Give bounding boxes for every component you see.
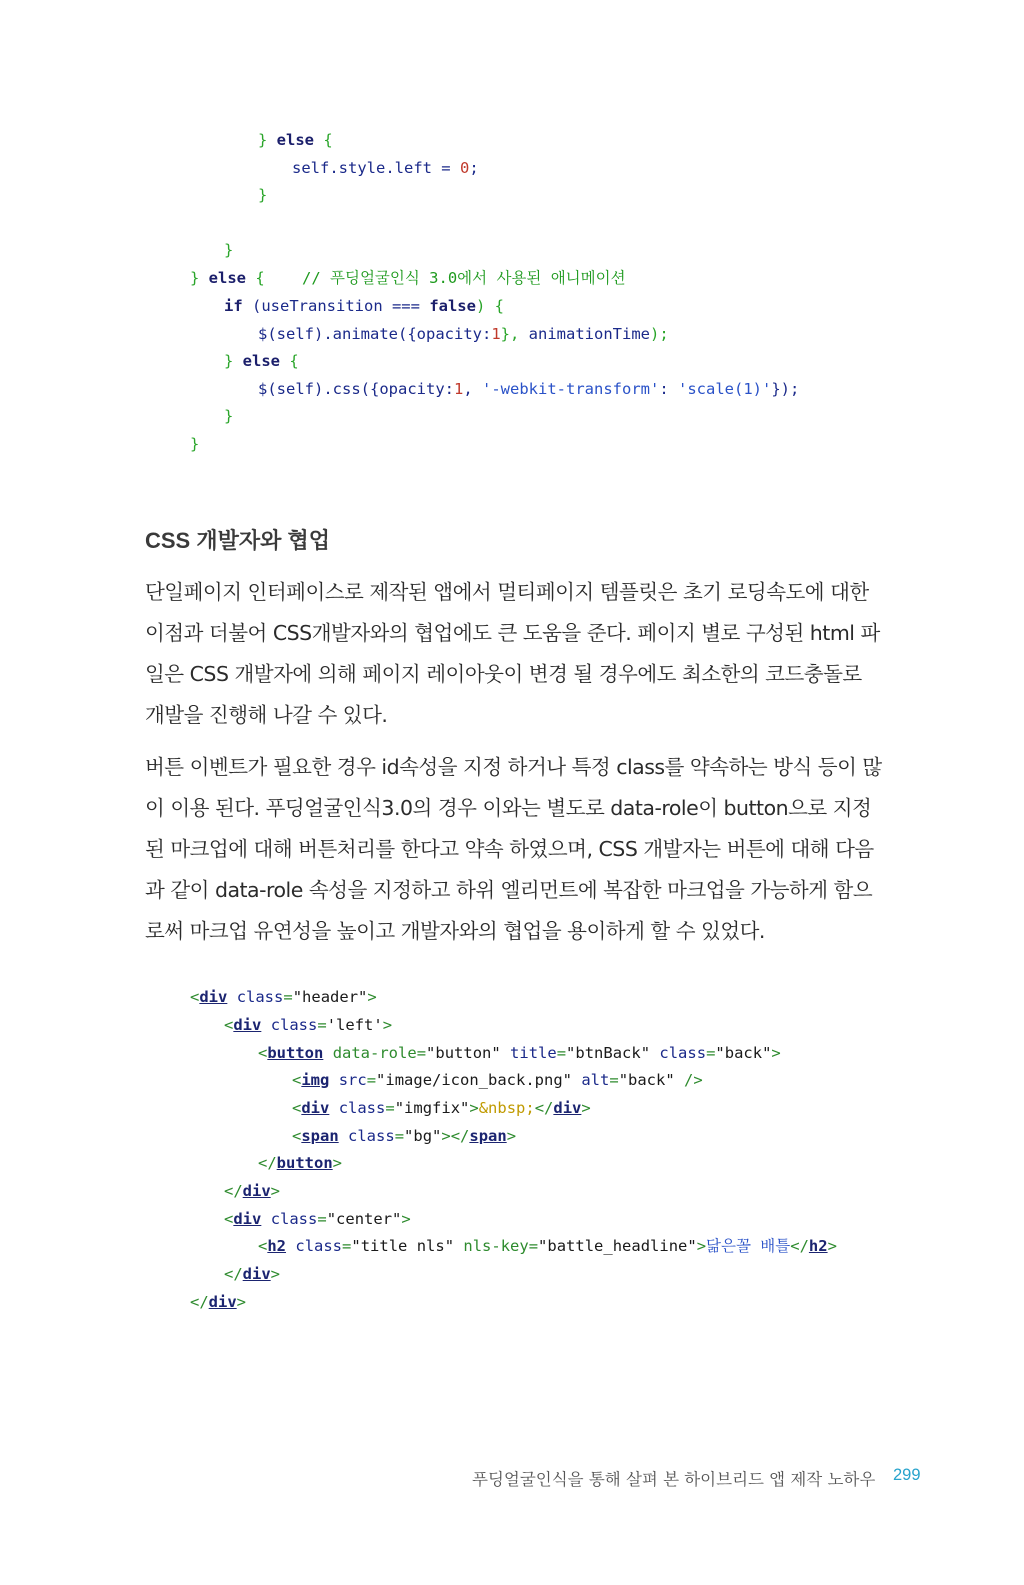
code-value: "center" [326, 1210, 402, 1228]
code-token: > [270, 1265, 281, 1283]
code-attribute: class [270, 1210, 318, 1228]
code-token: self [276, 325, 314, 343]
code-value: "image/icon_back.png" [376, 1071, 572, 1089]
code-token: (useTransition === [242, 297, 430, 315]
code-token: > [827, 1237, 837, 1255]
code-tag: button [267, 1044, 324, 1062]
code-token: = [528, 1237, 539, 1255]
code-line: } [224, 407, 234, 425]
code-number: 1 [491, 325, 501, 343]
code-line: } [190, 435, 200, 453]
code-token: = [317, 1016, 327, 1034]
code-token [454, 1237, 463, 1255]
code-value: "back" [715, 1044, 772, 1062]
code-value: "title nls" [351, 1237, 455, 1255]
code-keyword: else [242, 352, 280, 370]
code-token: > [771, 1044, 781, 1062]
code-line [224, 292, 504, 320]
code-value: "battle_headline" [538, 1237, 697, 1255]
code-token: { [246, 269, 302, 287]
code-token: opacity [379, 380, 445, 398]
code-line [190, 1288, 246, 1316]
code-token: > [270, 1182, 281, 1200]
code-token: = [385, 1099, 395, 1117]
code-token [339, 1127, 348, 1145]
code-token: > [382, 1016, 393, 1034]
code-token: </ [534, 1099, 554, 1117]
code-line [190, 983, 377, 1011]
code-token: </ [258, 1154, 277, 1172]
code-token: , [463, 380, 483, 398]
code-token: : [444, 380, 454, 398]
code-tag: img [301, 1071, 330, 1089]
code-token: > [696, 1237, 707, 1255]
code-line [224, 1177, 280, 1205]
code-tag: div [199, 988, 228, 1006]
code-token: /> [674, 1071, 703, 1089]
paragraph-line: 과 같이 data-role 속성을 지정하고 하위 엘리먼트에 복잡한 마크업을 가능하게 함으 [145, 878, 873, 902]
code-token: < [258, 1044, 268, 1062]
code-value: 'left' [326, 1016, 383, 1034]
code-keyword: else [208, 269, 246, 287]
code-line [258, 1039, 781, 1067]
code-line [190, 264, 626, 292]
code-tag: span [469, 1127, 507, 1145]
code-token: ); [650, 325, 669, 343]
code-token [261, 1210, 270, 1228]
code-line [292, 1094, 591, 1122]
code-line [292, 1066, 703, 1094]
running-footer-title: 푸딩얼굴인식을 통해 살펴 본 하이브리드 앱 제작 노하우 [472, 1470, 876, 1489]
code-token: < [292, 1071, 302, 1089]
code-token: </ [224, 1265, 243, 1283]
code-token: ).animate({ [314, 325, 417, 343]
code-token: < [224, 1016, 234, 1034]
code-line [292, 154, 479, 182]
code-token [572, 1071, 581, 1089]
code-token: </ [790, 1237, 809, 1255]
code-token: > [581, 1099, 591, 1117]
code-attribute: class [295, 1237, 343, 1255]
code-token [650, 1044, 659, 1062]
code-value: "imgfix" [394, 1099, 470, 1117]
code-value: "header" [292, 988, 368, 1006]
code-token: </ [190, 1293, 209, 1311]
code-token: > [236, 1293, 247, 1311]
code-token: : [659, 380, 678, 398]
code-attribute: data-role [332, 1044, 417, 1062]
code-attribute: alt [581, 1071, 610, 1089]
code-keyword: false [429, 297, 476, 315]
code-line [258, 1232, 837, 1260]
code-line [258, 126, 333, 154]
code-token: < [292, 1099, 302, 1117]
code-tag: h2 [808, 1237, 828, 1255]
code-token: ) { [475, 297, 504, 315]
code-token: { [280, 352, 299, 370]
code-token: > [469, 1099, 479, 1117]
code-token: = [609, 1071, 619, 1089]
paragraph-line: 개발을 진행해 나갈 수 있다. [145, 703, 388, 727]
code-line [224, 1260, 280, 1288]
paragraph-intro [145, 572, 885, 736]
code-token: = [416, 1044, 427, 1062]
code-attribute: title [510, 1044, 557, 1062]
code-token: }, [500, 325, 529, 343]
code-entity: &nbsp; [478, 1099, 535, 1117]
code-token [329, 1099, 338, 1117]
code-number: 1 [454, 380, 464, 398]
page-number: 299 [893, 1466, 921, 1484]
code-line [258, 320, 669, 348]
code-comment: // 푸딩얼굴인식 3.0에서 사용된 애니메이션 [302, 269, 626, 287]
paragraph-button-role [145, 747, 885, 952]
code-token: : [481, 325, 492, 343]
paragraph-line: 이 이용 된다. 푸딩얼굴인식3.0의 경우 이와는 별도로 data-role이 button으로 지정 [145, 796, 872, 820]
code-value: "button" [426, 1044, 501, 1062]
code-number: 0 [459, 159, 470, 177]
code-tag: div [233, 1210, 262, 1228]
code-attribute: class [659, 1044, 707, 1062]
code-token [323, 1044, 332, 1062]
code-token: = [342, 1237, 352, 1255]
code-tag: div [233, 1016, 262, 1034]
code-value: "back" [618, 1071, 675, 1089]
code-tag: div [301, 1099, 330, 1117]
code-token: = [317, 1210, 327, 1228]
code-token: = [556, 1044, 567, 1062]
code-string: '-webkit-transform' [482, 380, 660, 398]
code-token: ; [469, 159, 479, 177]
paragraph-line: 버튼 이벤트가 필요한 경우 id속성을 지정 하거나 특정 class를 약속하는 방식 등이 많 [145, 755, 882, 779]
code-token [227, 988, 236, 1006]
code-tag: div [553, 1099, 582, 1117]
code-token: > [332, 1154, 343, 1172]
code-keyword: else [276, 131, 314, 149]
code-token: $( [258, 380, 277, 398]
paragraph-line: 이점과 더불어 CSS개발자와의 협업에도 큰 도움을 준다. 페이지 별로 구성된 html 파 [145, 621, 880, 645]
code-attribute: class [270, 1016, 318, 1034]
code-token: ).css({ [314, 380, 380, 398]
code-token: animationTime [528, 325, 650, 343]
code-line [292, 1122, 516, 1150]
code-token: = [366, 1071, 377, 1089]
code-token [329, 1071, 338, 1089]
paragraph-line: 단일페이지 인터페이스로 제작된 앱에서 멀티페이지 템플릿은 초기 로딩속도에 대한 [145, 580, 869, 604]
code-tag: button [276, 1154, 333, 1172]
code-attribute: class [348, 1127, 395, 1145]
code-tag: div [208, 1293, 237, 1311]
code-token: ></ [441, 1127, 470, 1145]
code-token: < [258, 1237, 268, 1255]
code-tag: div [242, 1265, 271, 1283]
code-token: self [276, 380, 314, 398]
code-token: { [314, 131, 333, 149]
code-token: = [283, 988, 293, 1006]
code-tag: h2 [267, 1237, 287, 1255]
code-token: < [224, 1210, 234, 1228]
code-attribute: nls-key [463, 1237, 529, 1255]
code-line: } [224, 241, 234, 259]
code-text-content: 닮은꼴 배틀 [706, 1237, 791, 1255]
code-token [286, 1237, 295, 1255]
code-token: = [394, 1127, 405, 1145]
section-heading: CSS 개발자와 협업 [145, 528, 330, 553]
code-line [224, 1011, 392, 1039]
code-attribute: class [236, 988, 284, 1006]
code-token [501, 1044, 510, 1062]
paragraph-line: 된 마크업에 대해 버튼처리를 한다고 약속 하였으며, CSS 개발자는 버튼에 대해 다음 [145, 837, 874, 861]
code-token: self.style.left = [292, 159, 460, 177]
code-token: < [190, 988, 200, 1006]
code-token: > [401, 1210, 411, 1228]
code-token: opacity [416, 325, 482, 343]
code-token [261, 1016, 270, 1034]
code-line: } [258, 186, 268, 204]
code-keyword: if [224, 297, 243, 315]
code-value: "bg" [404, 1127, 442, 1145]
code-line [224, 347, 299, 375]
code-line [224, 1205, 411, 1233]
paragraph-line: 일은 CSS 개발자에 의해 페이지 레이아웃이 변경 될 경우에도 최소한의 코드충돌로 [145, 662, 862, 686]
paragraph-line: 로써 마크업 유연성을 높이고 개발자와의 협업을 용이하게 할 수 있었다. [145, 919, 765, 943]
code-token: } [190, 269, 209, 287]
code-token: $( [258, 325, 277, 343]
code-attribute: src [338, 1071, 367, 1089]
code-token: < [292, 1127, 302, 1145]
code-token: } [224, 352, 243, 370]
code-token: } [258, 131, 277, 149]
code-value: "btnBack" [566, 1044, 651, 1062]
code-tag: div [242, 1182, 271, 1200]
code-token: > [367, 988, 377, 1006]
code-token: </ [224, 1182, 243, 1200]
code-attribute: class [338, 1099, 386, 1117]
code-token: }); [771, 380, 800, 398]
code-token: = [706, 1044, 716, 1062]
code-line [258, 375, 799, 403]
code-string: 'scale(1)' [678, 380, 772, 398]
code-line [258, 1149, 342, 1177]
code-tag: span [301, 1127, 339, 1145]
code-token: > [506, 1127, 517, 1145]
